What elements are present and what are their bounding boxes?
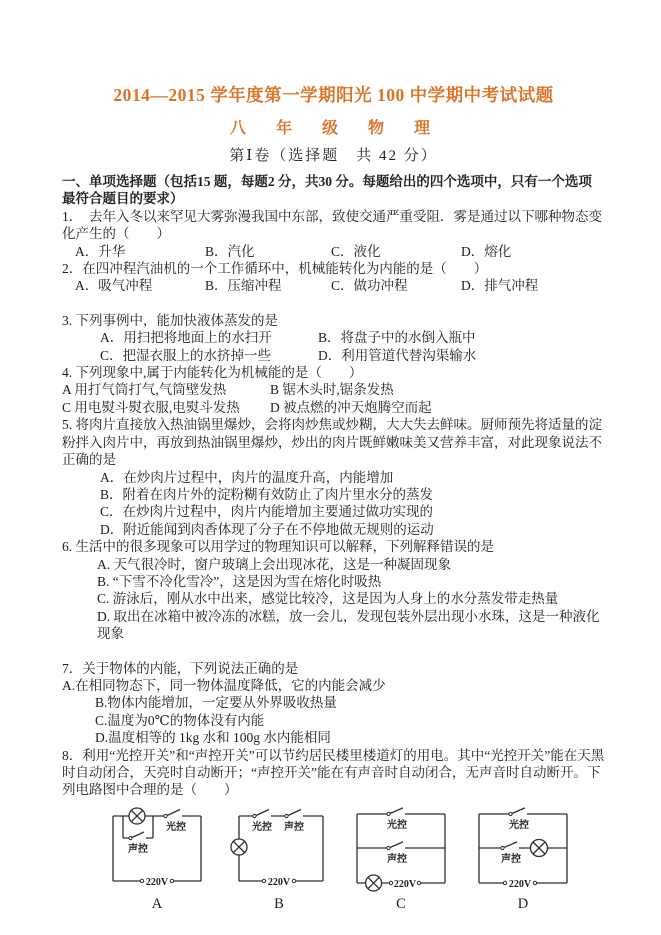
lamp-icon	[231, 839, 247, 855]
option-b: B．汽化	[205, 243, 255, 259]
option-a: A．用扫把将地面上的水扫开	[100, 330, 272, 346]
option-d: D．附近能闻到肉香体现了分子在不停地做无规则的运动	[100, 521, 434, 537]
voltage-label: 220V	[267, 876, 291, 888]
question-8	[62, 747, 605, 914]
option-c: C．把湿衣服上的水挤掉一些	[100, 347, 272, 363]
option-a: A．升华	[75, 243, 126, 259]
question-1-options	[62, 243, 605, 260]
sound-switch-icon	[129, 832, 144, 840]
circuit-diagram-a	[107, 807, 207, 893]
light-switch-label: 光控	[509, 819, 529, 831]
circuit-letter: B	[274, 895, 284, 912]
question-4-options	[62, 381, 605, 416]
lamp-icon	[531, 839, 548, 856]
option-d: D．熔化	[461, 243, 512, 259]
option-b: B．附着在肉片外的淀粉糊有效防止了肉片里水分的蒸发	[100, 486, 434, 502]
question-5-stem: 5. 将肉片直接放入热油锅里爆炒，会将肉炒焦或炒糊，大大失去鲜味。厨师预先将适量的淀粉拌入肉片中，再放到热油锅里爆炒，炒出的肉片既鲜嫩味美又营养丰富，对此现象说法不正确的是	[62, 417, 602, 468]
question-1	[62, 208, 605, 260]
light-switch-icon	[509, 808, 525, 816]
option-a: A 用打气筒打气,气筒壁发热	[62, 382, 227, 398]
option-a: A．在炒肉片过程中，肉片的温度升高，内能增加	[100, 469, 394, 485]
terminal-icon	[262, 879, 265, 882]
terminal-icon	[503, 881, 506, 884]
sound-switch-label: 声控	[501, 853, 521, 865]
option-b: B.物体内能增加，一定要从外界吸收热量	[95, 695, 337, 711]
option-b: B．将盘子中的水倒入瓶中	[318, 330, 476, 346]
light-switch-label: 光控	[166, 821, 186, 833]
voltage-label: 220V	[508, 878, 532, 890]
light-switch-icon	[387, 808, 403, 816]
question-7-options	[62, 677, 605, 747]
option-b: B．压缩冲程	[205, 278, 282, 294]
option-b: B 锯木头时,锯条发热	[270, 382, 394, 398]
terminal-icon	[417, 881, 420, 884]
question-6	[62, 538, 605, 642]
sound-switch-icon	[285, 809, 301, 817]
question-2	[62, 260, 605, 295]
circuit-option-b	[229, 807, 329, 913]
option-a: A．吸气冲程	[75, 278, 153, 294]
option-b: B. “下雪不冷化雪冷”，这是因为雪在熔化时吸热	[97, 573, 382, 589]
terminal-icon	[170, 879, 173, 882]
option-d: D 被点燃的冲天炮腾空而起	[270, 399, 432, 415]
terminal-icon	[292, 879, 295, 882]
wire	[113, 816, 201, 881]
question-7	[62, 660, 605, 747]
option-d: D.温度相等的 1kg 水和 100g 水内能相同	[95, 730, 331, 746]
circuit-option-d	[473, 807, 573, 913]
question-7-stem: 7．关于物体的内能，下列说法正确的是	[62, 660, 299, 676]
terminal-icon	[140, 879, 143, 882]
option-a: A. 天气很冷时，窗户玻璃上会出现冰花，这是一种凝固现象	[97, 556, 451, 572]
voltage-label: 220V	[145, 876, 169, 888]
sound-switch-icon	[501, 842, 517, 850]
option-c: C．做功冲程	[331, 278, 408, 294]
option-d: D．利用管道代替沟渠输水	[318, 347, 477, 363]
sound-switch-label: 声控	[387, 853, 407, 865]
circuit-letter: A	[151, 895, 163, 912]
spacer	[62, 643, 605, 660]
light-switch-label: 光控	[387, 819, 407, 831]
question-8-stem: 8．利用“光控开关”和“声控开关”可以节约居民楼里楼道灯的用电。其中“光控开关”能在天黑时自动闭合，天亮时自动断开；“声控开关”能在有声音时自动闭合，无声音时自动断开。下列电路图中合理的是（ ）	[62, 747, 605, 798]
question-1-stem: 1． 去年入冬以来罕见大雾弥漫我国中东部，致使交通严重受阻．雾是通过以下哪种物态变化产生的（ ）	[62, 208, 602, 242]
lamp-icon	[366, 875, 382, 891]
exam-title: 2014—2015 学年度第一学期阳光 100 中学期中考试试题	[113, 85, 554, 105]
question-6-stem: 6. 生活中的很多现象可以用学过的物理知识可以解释，下列解释错误的是	[62, 539, 494, 555]
light-switch-label: 光控	[252, 821, 272, 833]
question-6-options	[62, 556, 605, 643]
circuit-diagram-c	[351, 807, 451, 893]
volume-heading: 第Ⅰ卷（选择题 共 42 分）	[229, 148, 438, 164]
circuit-letter: C	[396, 895, 406, 912]
option-c: C．液化	[331, 243, 381, 259]
sound-switch-label: 声控	[284, 821, 304, 833]
question-4-stem: 4. 下列现象中,属于内能转化为机械能的是（ ）	[62, 365, 363, 381]
section-instructions: 一、单项选择题（包括15 题，每题2 分，共30 分。每题给出的四个选项中，只有一个选项最符合题目的要求）	[62, 174, 592, 207]
circuit-diagram-b	[229, 807, 329, 893]
question-2-stem: 2．在四冲程汽油机的一个工作循环中，机械能转化为内能的是（ ）	[62, 261, 488, 277]
light-switch-icon	[253, 809, 269, 817]
option-d: D．排气冲程	[461, 278, 539, 294]
circuit-diagrams-row	[107, 807, 605, 913]
circuit-option-a	[107, 807, 207, 913]
question-3-stem: 3. 下列事例中，能加快液体蒸发的是	[62, 312, 278, 328]
lamp-icon	[129, 808, 145, 824]
question-3-options	[62, 329, 605, 364]
option-c: C.温度为0℃的物体没有内能	[95, 712, 265, 728]
question-2-options	[62, 277, 605, 294]
circuit-letter: D	[517, 895, 529, 912]
option-a: A.在相同物态下，同一物体温度降低，它的内能会减少	[62, 677, 386, 693]
option-d: D. 取出在冰箱中被冷冻的冰糕，放一会儿，发现包装外层出现小水珠，这是一种液化现象	[97, 608, 600, 642]
option-c: C. 游泳后，刚从水中出来，感觉比较冷，这是因为人身上的水分蒸发带走热量	[97, 591, 559, 607]
sound-switch-label: 声控	[128, 843, 148, 855]
option-c: C．在炒肉片过程中，肉片内能增加主要通过做功实现的	[100, 504, 434, 520]
circuit-option-c	[351, 807, 451, 913]
option-c: C 用电熨斗熨衣服,电熨斗发热	[62, 399, 240, 415]
question-5	[62, 416, 605, 538]
sound-switch-icon	[387, 842, 403, 850]
exam-subject: 八 年 级 物 理	[229, 120, 437, 137]
spacer	[62, 295, 605, 312]
terminal-icon	[389, 881, 392, 884]
question-5-options	[62, 469, 605, 539]
circuit-diagram-d	[473, 807, 573, 893]
voltage-label: 220V	[393, 878, 417, 890]
question-3	[62, 312, 605, 364]
terminal-icon	[533, 881, 536, 884]
question-4	[62, 364, 605, 416]
light-switch-icon	[164, 809, 180, 817]
